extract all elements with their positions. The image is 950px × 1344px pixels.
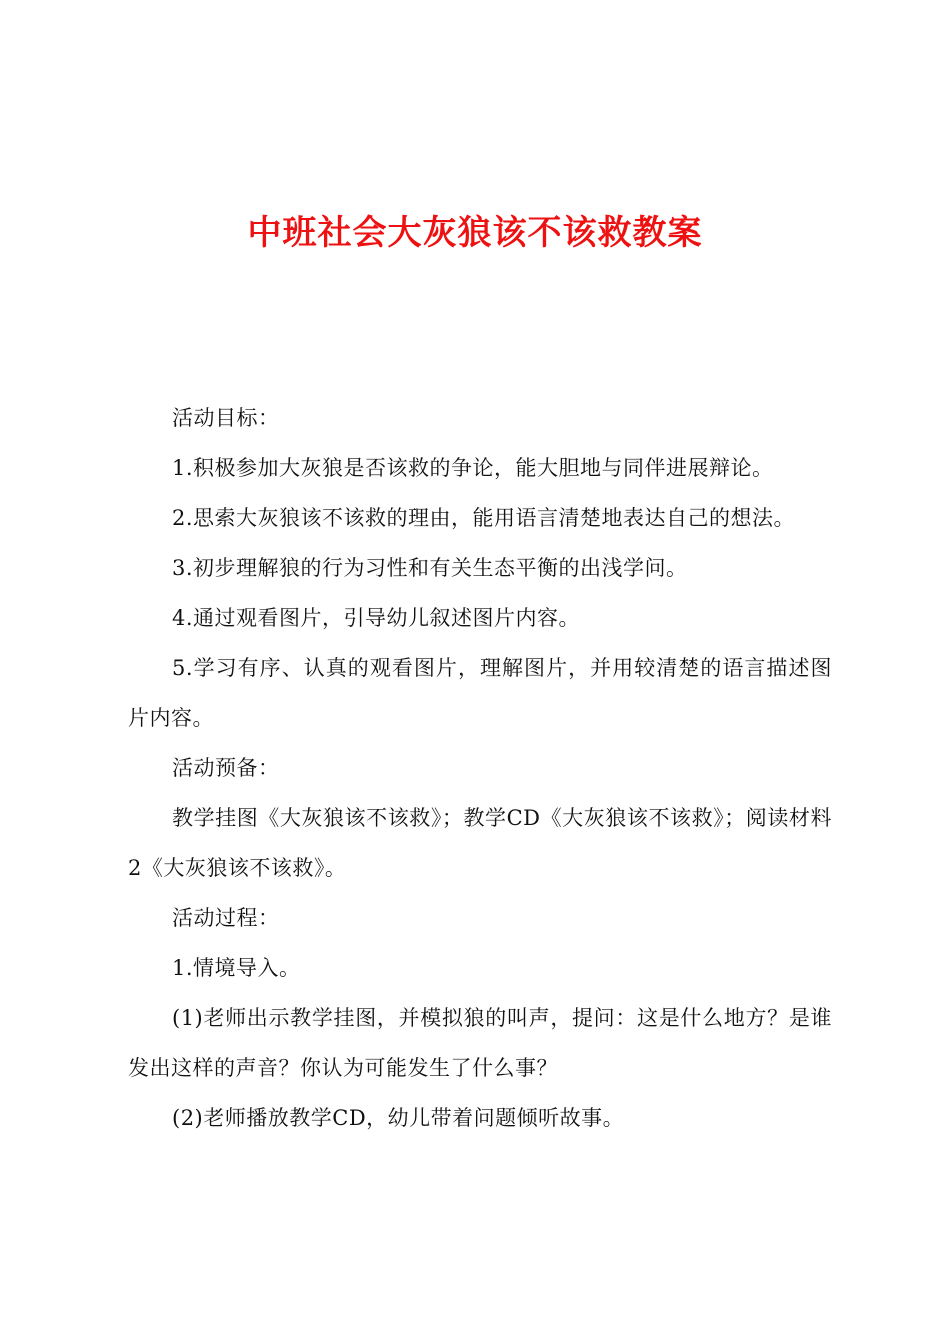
preparation-materials: 教学挂图《大灰狼该不该救》；教学CD《大灰狼该不该救》；阅读材料2《大灰狼该不该救》。 (128, 806, 832, 880)
goal-item-5: 5.学习有序、认真的观看图片，理解图片，并用较清楚的语言描述图片内容。 (128, 656, 832, 730)
goal-item-3: 3.初步理解狼的行为习性和有关生态平衡的出浅学问。 (172, 556, 688, 580)
section-heading-goals: 活动目标： (172, 406, 280, 430)
section-heading-process: 活动过程： (172, 906, 280, 930)
process-step-1-1: (1)老师出示教学挂图，并模拟狼的叫声，提问：这是什么地方？是谁发出这样的声音？你认为可能发生了什么事？ (128, 1006, 832, 1080)
process-step-1-2: (2)老师播放教学CD，幼儿带着问题倾听故事。 (172, 1106, 625, 1130)
goal-item-2: 2.思索大灰狼该不该救的理由，能用语言清楚地表达自己的想法。 (172, 506, 796, 530)
document-body (128, 393, 832, 1143)
goal-item-4: 4.通过观看图片，引导幼儿叙述图片内容。 (172, 606, 581, 630)
section-heading-preparation: 活动预备： (172, 756, 280, 780)
document-title: 中班社会大灰狼该不该救教案 (247, 213, 703, 253)
goal-item-1: 1.积极参加大灰狼是否该救的争论，能大胆地与同伴进展辩论。 (172, 456, 774, 480)
process-step-1: 1.情境导入。 (172, 956, 301, 980)
